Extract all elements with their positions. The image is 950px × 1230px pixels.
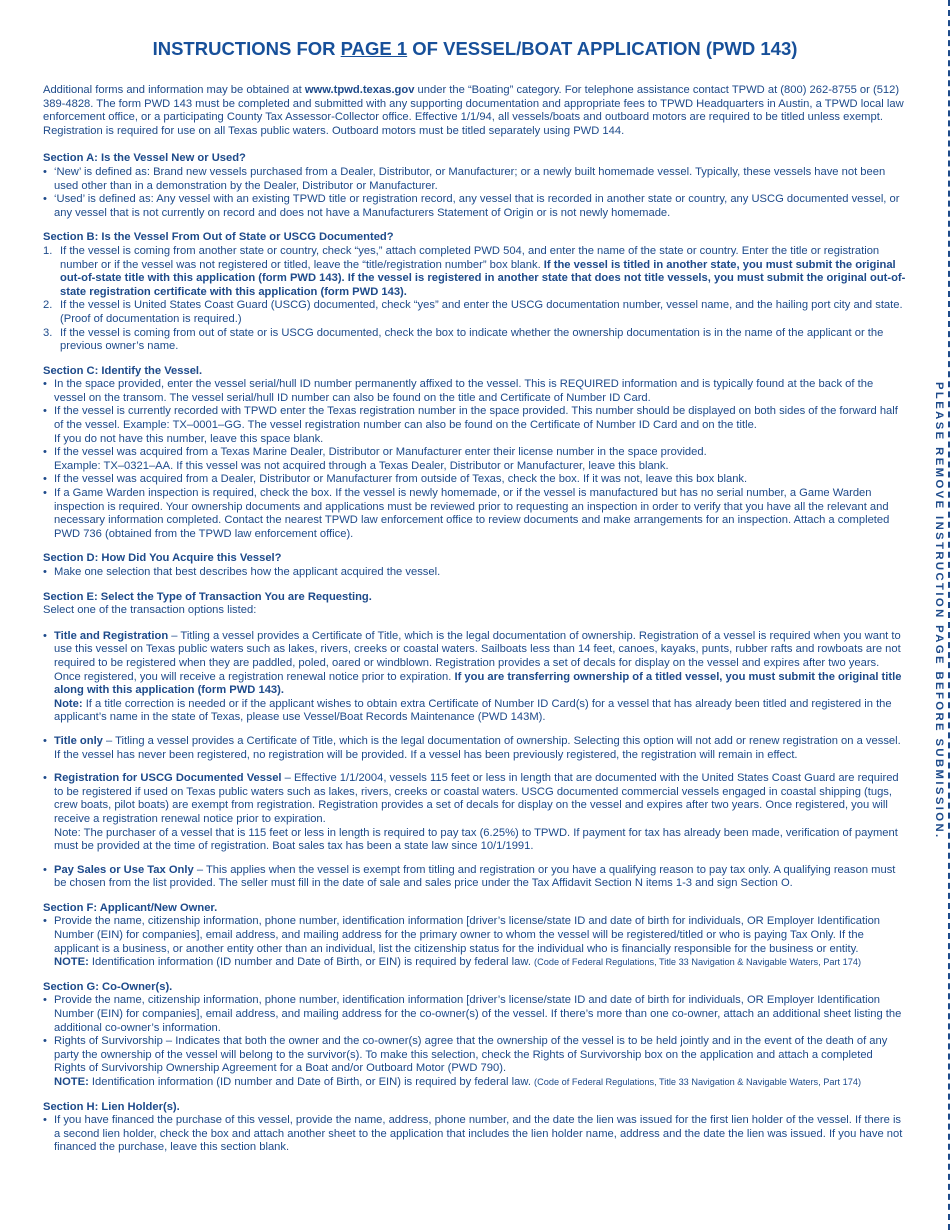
section-g-title: Section G: Co-Owner(s).: [43, 980, 173, 993]
list-item: • ‘Used’ is defined as: Any vessel with an existing TPWD title or registration record, any vessel that is recorded in another state or country, any USCG documented vessel, or any vessel that is not currently on record and does not have a Manufacturers Statement of Origin or is not newly homemade.: [43, 193, 907, 220]
section-c: [43, 365, 907, 542]
list-item: • If the vessel was acquired from a Dealer, Distributor or Manufacturer from outside of Texas, check the box. If it was not, leave this box blank.: [43, 473, 907, 487]
section-f-title: Section F: Applicant/New Owner.: [43, 901, 218, 914]
list-item: • Title and Registration – Titling a vessel provides a Certificate of Title, which is the legal documentation of ownership. Registration of a vessel is required when you want to use this vessel on Texas public waters such as lakes, rivers, creeks or coastal waters. Sailboats less than 14 feet, canoes, kayaks, punts, rubber rafts and rowboats are not required to be registered when they are paddled, poled, oared or windblown. Registration provides a set of decals for display on the vessel and expires after two years. Once registered, you will receive a registration renewal notice prior to expiration. If you are transferring ownership of a titled vessel, you must submit the original title along with this application (form PWD 143). Note: If a title correction is needed or if the applicant wishes to obtain extra Certificate of Number ID Card(s) for a vessel that has already been titled and registered in the applicant’s name in the state of Texas, please use Vessel/Boat Records Maintenance (PWD 143M).: [43, 630, 907, 725]
list-item: • Provide the name, citizenship information, phone number, identification information [driver’s license/state ID and date of birth for individuals, OR Employer Identification Number (EIN) for companies], email address, and mailing address for the co-owner(s) of the vessel. If there’s more than one co-owner, attach an additional sheet listing the additional co-owner’s information.: [43, 994, 907, 1035]
list-item: • Make one selection that best describes how the applicant acquired the vessel.: [43, 566, 907, 580]
list-item: • Registration for USCG Documented Vessel – Effective 1/1/2004, vessels 115 feet or less in length that are documented with the United States Coast Guard are required to be registered if used on Texas public waters such as lakes, rivers, creeks or coastal waters. USCG documented commercial vessels engaged in coastal shipping (tugs, crew boats, pilot boats) are exempt from registration. Registration provides a set of decals for display on the vessel and expires after two years. Once registered, you will receive a registration renewal notice prior to expiration. Note: The purchaser of a vessel that is 115 feet or less in length is required to pay tax (6.25%) to TPWD. If payment for tax has already been made, verification of payment must be provided at the time of registration. Boat sales tax has been a state law since 10/1/1991.: [43, 772, 907, 854]
list-item: • Rights of Survivorship – Indicates that both the owner and the co-owner(s) agree that the ownership of the vessel is to be held jointly and in the event of the death of any party the ownership of the vessel will belong to the survivor(s). To make this selection, check the Rights of Survivorship box on the application and attach a completed Rights of Survivorship Ownership Agreement for a Boat and/or Outboard Motor (PWD 790). NOTE: Identification information (ID number and Date of Birth, or EIN) is required by federal law. (Code of Federal Regulations, Title 33 Navigation & Navigable Waters, Part 174): [43, 1035, 907, 1089]
list-item: • If the vessel was acquired from a Texas Marine Dealer, Distributor or Manufacturer enter their license number in the space provided. Example: TX–0321–AA. If this vessel was not acquired through a Texas Dealer, Distributor or Manufacturer, leave this blank.: [43, 446, 907, 473]
list-item: • Title only – Titling a vessel provides a Certificate of Title, which is the legal documentation of ownership. Selecting this option will not add or renew registration on a vessel. If the vessel has never been registered, no registration will be provided. If a vessel has been previously registered, the registration will remain in effect.: [43, 735, 907, 762]
section-e-title: Section E: Select the Type of Transaction You are Requesting.: [43, 590, 372, 603]
list-item: • If you have financed the purchase of this vessel, provide the name, address, phone number, and the date the lien was issued for the first lien holder of the vessel. If there is a second lien holder, check the box and attach another sheet to the application that includes the lien holder name, address and the date the lien was issued. If you have not financed the purchase, leave this section blank.: [43, 1114, 907, 1155]
list-item: 3. If the vessel is coming from out of state or is USCG documented, check the box to indicate whether the ownership documentation is in the name of the applicant or the previous owner’s name.: [43, 326, 884, 353]
section-d: [43, 552, 907, 579]
section-b-title: Section B: Is the Vessel From Out of State or USCG Documented?: [43, 231, 394, 244]
section-b: [43, 231, 907, 353]
list-item: • Pay Sales or Use Tax Only – This applies when the vessel is exempt from titling and registration or you have a qualifying reason to pay tax only. A qualifying reason must be chosen from the list provided. The seller must fill in the date of sale and sales price under the Tax Affidavit Section N items 1-3 and sign Section O.: [43, 864, 907, 891]
intro-paragraph: Additional forms and information may be obtained at www.tpwd.texas.gov under the “Boating” category. For telephone assistance contact TPWD at (800) 262-8755 or (512) 389-4828. The form PWD 143 must be completed and submitted with any supporting documentation and appropriate fees to TPWD Headquarters in Austin, a TPWD local law enforcement office, or a participating County Tax Assessor-Collector office. Effective 1/1/94, all vessels/boats and outboard motors are required to be titled unless exempt. Registration is required for use on all Texas public waters. Outboard motors must be titled separately using PWD 144.: [43, 84, 904, 137]
section-h: [43, 1101, 907, 1155]
section-h-title: Section H: Lien Holder(s).: [43, 1100, 180, 1113]
section-d-title: Section D: How Did You Acquire this Vessel?: [43, 552, 282, 565]
section-a-title: Section A: Is the Vessel New or Used?: [43, 152, 246, 165]
list-item: • Provide the name, citizenship information, phone number, identification information [driver’s license/state ID and date of birth for individuals, OR Employer Identification Number (EIN) for companies], email address, and mailing address for the primary owner to whom the vessel will be registered/titled or who is paying Tax Only. If the applicant is a business, or another entity other than an individual, list the citizenship status for the individual who is financially responsible for the business or entity. NOTE: Identification information (ID number and Date of Birth, or EIN) is required by federal law. (Code of Federal Regulations, Title 33 Navigation & Navigable Waters, Part 174): [43, 915, 907, 969]
list-item: • If a Game Warden inspection is required, check the box. If the vessel is newly homemade, or if the vessel is manufactured but has no serial number, a Game Warden inspection is required. Your ownership documents and applications must be reviewed prior to requesting an inspection in order to verify that you have all the relevant and necessary information completed. Contact the nearest TPWD law enforcement office to review documents and make arrangements for an inspection. Attach a completed PWD 736 (obtained from the TPWD law enforcement office).: [43, 487, 907, 541]
section-g: [43, 981, 907, 1090]
list-item: • ‘New’ is defined as: Brand new vessels purchased from a Dealer, Distributor, or Manufacturer; or a newly built homemade vessel. Typically, these vessels have not been used other than in a demonstration by the Dealer, Distributor or Manufacturer.: [43, 166, 907, 193]
section-e-lead: Select one of the transaction options listed:: [43, 604, 257, 617]
section-e: [43, 591, 907, 891]
website-link[interactable]: www.tpwd.texas.gov: [304, 84, 415, 96]
list-item: • If the vessel is currently recorded with TPWD enter the Texas registration number in the space provided. This number should be displayed on both sides of the forward half of the vessel. Example: TX–0001–GG. The vessel registration number can also be found on the Certificate of Number ID Card and on the title. If you do not have this number, leave this space blank.: [43, 405, 907, 446]
list-item: 2. If the vessel is United States Coast Guard (USCG) documented, check “yes” and enter the USCG documentation number, vessel name, and the hailing port city and state. (Proof of documentation is required.): [43, 299, 903, 325]
section-f: [43, 902, 907, 970]
section-a: [43, 152, 907, 220]
instructions-page: [43, 38, 907, 1166]
page-title: INSTRUCTIONS FOR PAGE 1 OF VESSEL/BOAT APPLICATION (PWD 143): [152, 38, 798, 59]
section-c-title: Section C: Identify the Vessel.: [43, 364, 203, 377]
list-item: 1. If the vessel is coming from another state or country, check “yes,” attach completed PWD 504, and enter the name of the state or country. Enter the title or registration number or if the vessel was not registered or titled, leave the “title/registration number” box blank. If the vessel is titled in another state, you must submit the original out-of-state title with this application (form PWD 143). If the vessel is registered in another state that does not title vessels, you must submit the original out-of-state registration certificate with this application (form PWD 143).: [43, 244, 906, 298]
page-1-link-text: PAGE 1: [340, 38, 408, 59]
side-notice: PLEASE REMOVE INSTRUCTION PAGE BEFORE SUBMISSION.: [933, 382, 945, 840]
list-item: • In the space provided, enter the vessel serial/hull ID number permanently affixed to the vessel. This is REQUIRED information and is typically found at the back of the vessel on the transom. The vessel serial/hull ID number can also be found on the title and Certificate of Number ID Card.: [43, 378, 907, 405]
